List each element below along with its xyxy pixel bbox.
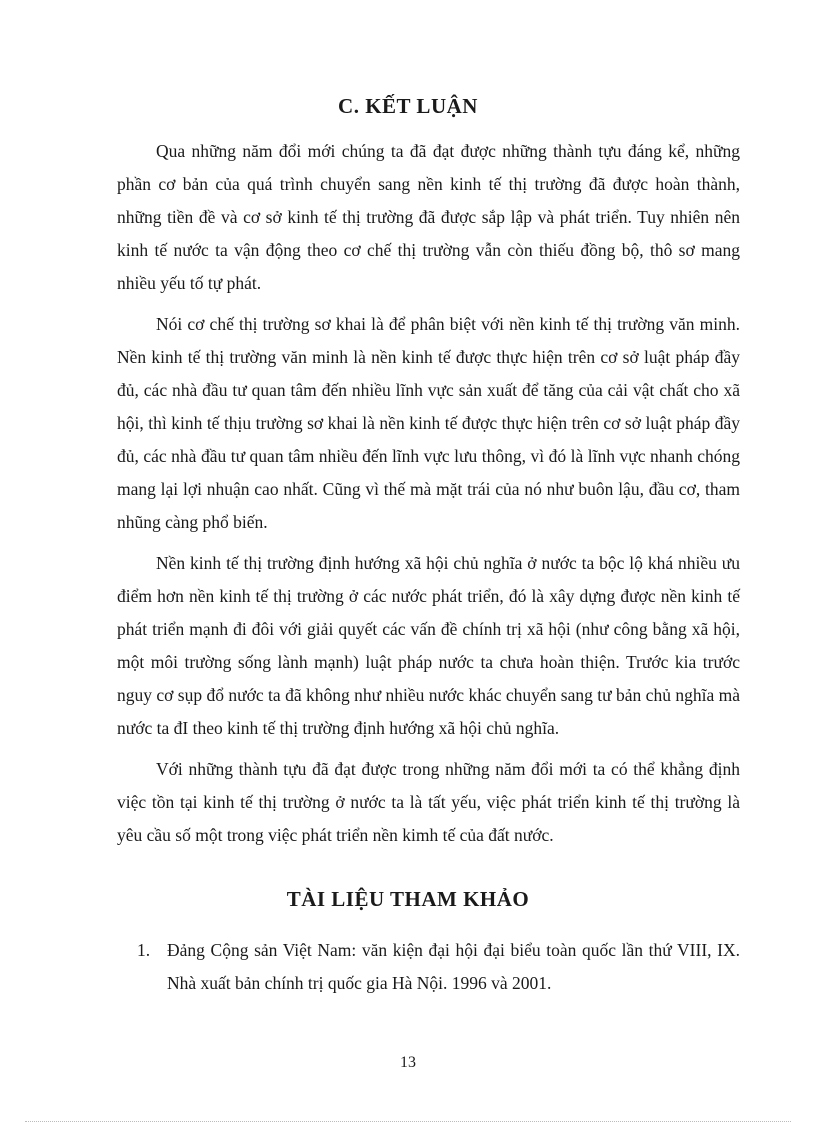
reference-item [137, 934, 740, 1000]
conclusion-body [117, 135, 740, 860]
conclusion-heading: C. KẾT LUẬN [338, 94, 478, 118]
references-list [137, 934, 740, 1000]
reference-text: Đảng Cộng sản Việt Nam: văn kiện đại hội đại biểu toàn quốc lần thứ VIII, IX. Nhà xuất bản chính trị quốc gia Hà Nội. 1996 và 2001. [167, 940, 740, 993]
references-heading: TÀI LIỆU THAM KHẢO [286, 887, 530, 911]
paragraph: Qua những năm đổi mới chúng ta đã đạt được những thành tựu đáng kể, những phần cơ bản của quá trình chuyển sang nền kinh tế thị trường đã được hoàn thành, những tiền đề và cơ sở kinh tế thị trường đã được sắp lập và phát triển. Tuy nhiên nên kinh tế nước ta vận động theo cơ chế thị trường vẫn còn thiếu đồng bộ, thô sơ mang nhiều yếu tố tự phát. [117, 141, 740, 293]
page-bottom-divider [25, 1121, 791, 1122]
page-number: 13 [400, 1054, 416, 1071]
paragraph: Với những thành tựu đã đạt được trong những năm đổi mới ta có thể khẳng định việc tồn tại kinh tế thị trường ở nước ta là tất yếu, việc phát triển kinh tế thị trường là yêu cầu số một trong việc phát triển nền kimh tế của đất nước. [117, 759, 740, 845]
paragraph: Nói cơ chế thị trường sơ khai là để phân biệt với nền kinh tế thị trường văn minh. Nền kinh tế thị trường văn minh là nền kinh tế được thực hiện trên cơ sở luật pháp đầy đủ, các nhà đầu tư quan tâm đến nhiều lĩnh vực sản xuất để tăng của cải vật chất cho xã hội, thì kinh tế thịu trường sơ khai là nền kinh tế được thực hiện trên cơ sở luật pháp đầy đủ, các nhà đầu tư quan tâm nhiều đến lĩnh vực lưu thông, vì đó là lĩnh vực nhanh chóng mang lại lợi nhuận cao nhất. Cũng vì thế mà mặt trái của nó như buôn lậu, đầu cơ, tham nhũng càng phổ biến. [117, 314, 740, 532]
reference-number: 1. [137, 940, 151, 960]
paragraph: Nền kinh tế thị trường định hướng xã hội chủ nghĩa ở nước ta bộc lộ khá nhiều ưu điểm hơn nền kinh tế thị trường ở các nước phát triển, đó là xây dựng được nền kinh tế phát triển mạnh đi đôi với giải quyết các vấn đề chính trị xã hội (như công bằng xã hội, một môi trường sống lành mạnh) luật pháp nước ta chưa hoàn thiện. Trước kia trước nguy cơ sụp đổ nước ta đã không như nhiều nước khác chuyển sang tư bản chủ nghĩa mà nước ta đI theo kinh tế thị trường định hướng xã hội chủ nghĩa. [117, 553, 740, 738]
